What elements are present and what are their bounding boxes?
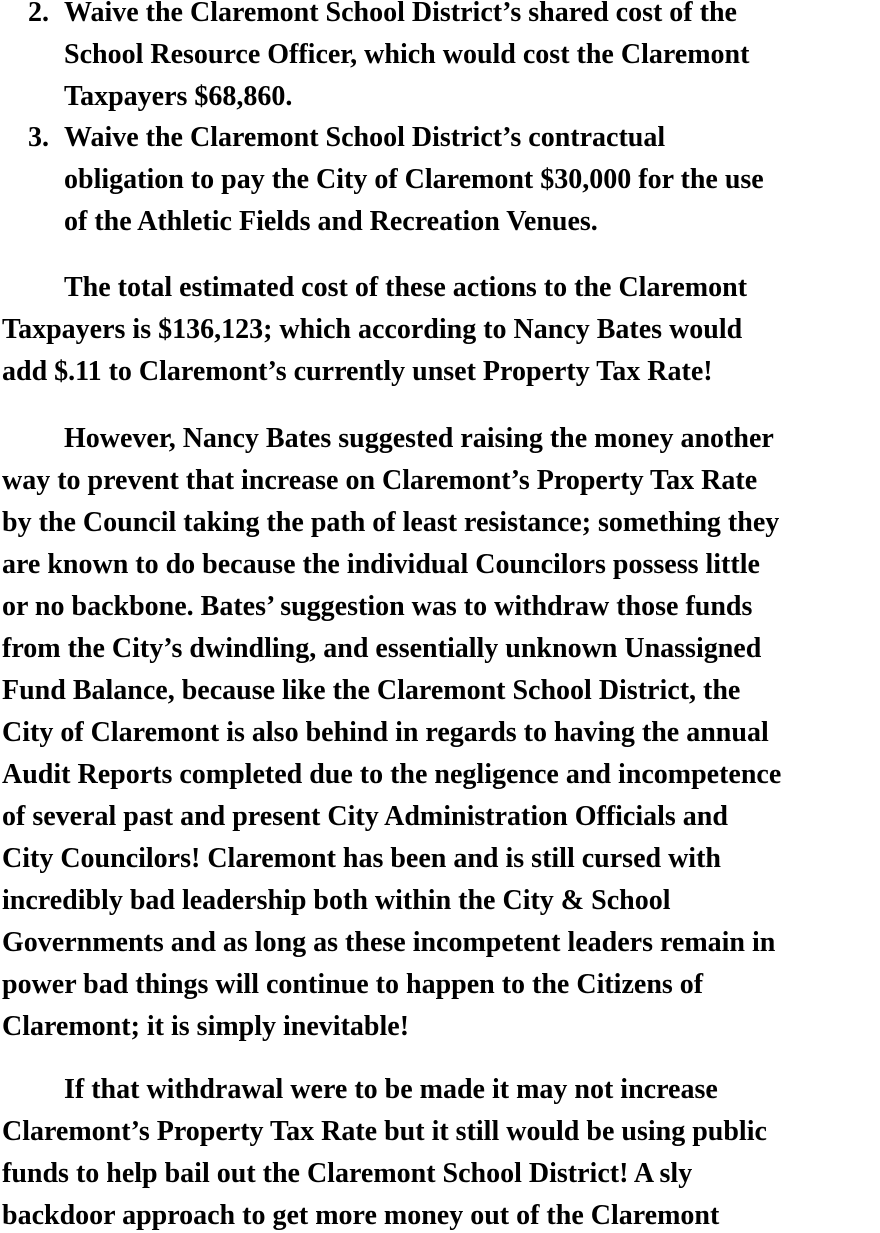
list-item-number: 2.	[28, 0, 49, 28]
paragraph-line: If that withdrawal were to be made it may not increase	[64, 1074, 718, 1105]
paragraph-line: add $.11 to Claremont’s currently unset Property Tax Rate!	[2, 356, 713, 387]
paragraph-line: way to prevent that increase on Claremont’s Property Tax Rate	[2, 465, 758, 496]
paragraph-line: of several past and present City Administration Officials and	[2, 801, 728, 832]
paragraph-line: City Councilors! Claremont has been and is still cursed with	[2, 843, 721, 874]
paragraph-line: funds to help bail out the Claremont School District! A sly	[2, 1158, 693, 1189]
paragraph-line: The total estimated cost of these actions to the Claremont	[64, 272, 748, 303]
list-item-line: obligation to pay the City of Claremont $30,000 for the use	[64, 164, 764, 195]
paragraph-line: by the Council taking the path of least resistance; something they	[2, 507, 780, 538]
list-item-line: School Resource Officer, which would cost the Claremont	[64, 39, 750, 70]
paragraph-line: from the City’s dwindling, and essentially unknown Unassigned	[2, 633, 762, 664]
paragraph-line: Governments and as long as these incompetent leaders remain in	[2, 927, 776, 958]
paragraph-line: Fund Balance, because like the Claremont School District, the	[2, 675, 741, 706]
paragraph-line: City of Claremont is also behind in regards to having the annual	[2, 717, 769, 748]
list-item-number: 3.	[28, 122, 49, 153]
paragraph-line: Taxpayers is $136,123; which according to Nancy Bates would	[2, 314, 743, 345]
paragraph-line: Audit Reports completed due to the negligence and incompetence	[2, 759, 782, 790]
paragraph-line: However, Nancy Bates suggested raising the money another	[64, 423, 774, 454]
list-item-line: Waive the Claremont School District’s shared cost of the	[64, 0, 737, 28]
paragraph-line: incredibly bad leadership both within the City & School	[2, 885, 671, 916]
list-item-line: Waive the Claremont School District’s contractual	[64, 122, 666, 153]
paragraph-line: backdoor approach to get more money out of the Claremont	[2, 1200, 720, 1231]
list-item-line: of the Athletic Fields and Recreation Venues.	[64, 206, 598, 237]
paragraph-line: are known to do because the individual Councilors possess little	[2, 549, 760, 580]
paragraph-line: or no backbone. Bates’ suggestion was to withdraw those funds	[2, 591, 753, 622]
paragraph-line: Claremont’s Property Tax Rate but it still would be using public	[2, 1116, 767, 1147]
paragraph-line: Claremont; it is simply inevitable!	[2, 1011, 410, 1042]
paragraph-line: power bad things will continue to happen to the Citizens of	[2, 969, 704, 1000]
list-item-line: Taxpayers $68,860.	[64, 81, 293, 112]
